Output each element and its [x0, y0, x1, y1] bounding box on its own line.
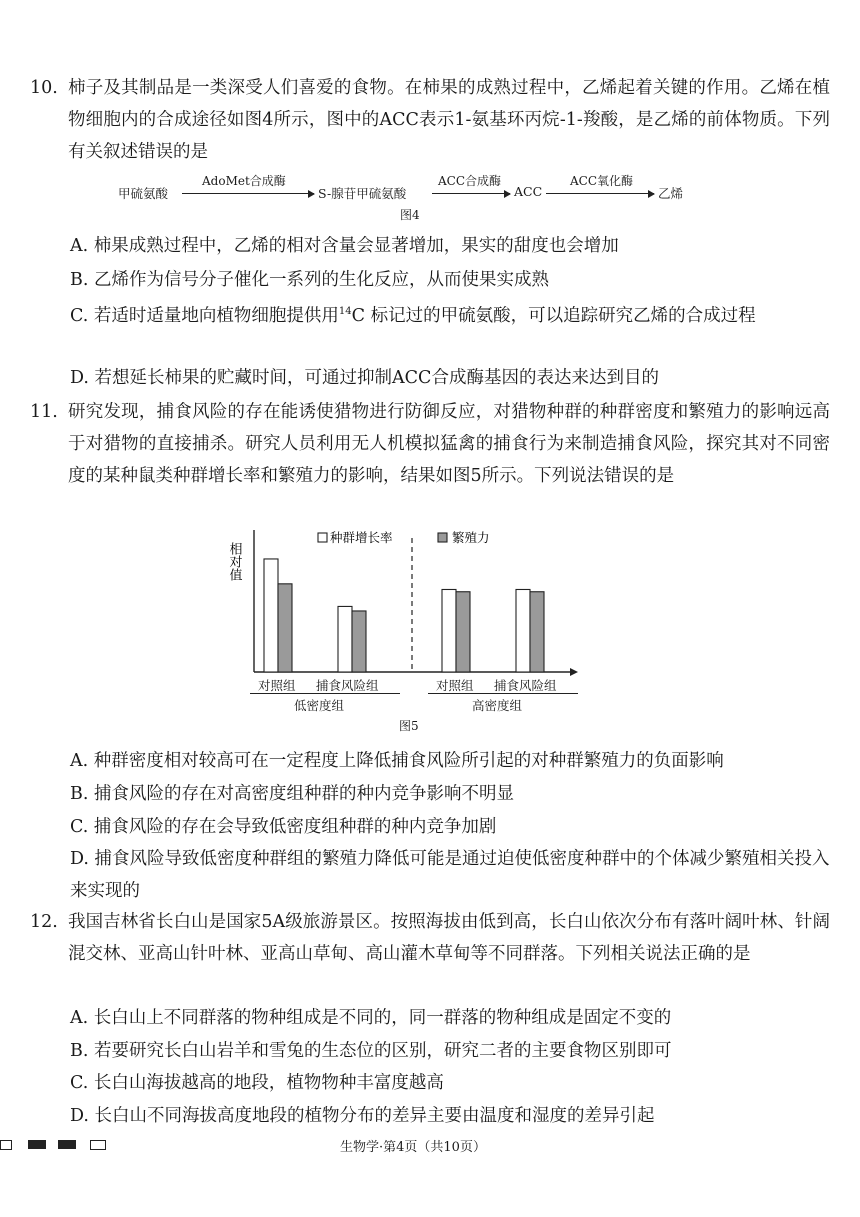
- pathway-node-ethylene: 乙烯: [658, 186, 684, 201]
- figure-caption: 图4: [400, 208, 420, 222]
- arrow-icon: [182, 193, 314, 194]
- group-label-high: 高密度组: [472, 698, 523, 713]
- bar-growth-2: [442, 589, 456, 672]
- group-label-low: 低密度组: [294, 698, 345, 713]
- footer-square-outline-icon: [90, 1140, 106, 1150]
- option-b: B. 捕食风险的存在对高密度组种群的种内竞争影响不明显: [70, 784, 514, 804]
- bar-fecundity-1: [352, 611, 366, 672]
- pathway-enzyme-acc-oxidase: ACC氧化酶: [570, 174, 634, 188]
- page-number: 生物学·第4页（共10页）: [340, 1140, 486, 1155]
- question-number: 10.: [30, 78, 58, 98]
- option-c-text-pre: C. 若适时适量地向植物细胞提供用: [70, 305, 339, 326]
- chart-x-labels: [250, 676, 630, 716]
- x-tick-label: 对照组: [436, 678, 474, 693]
- x-axis-arrow-icon: [570, 668, 578, 676]
- legend-swatch-growth: [318, 533, 327, 542]
- bar-growth-1: [338, 606, 352, 672]
- option-a: A. 柿果成熟过程中，乙烯的相对含量会显著增加，果实的甜度也会增加: [70, 236, 619, 256]
- question-stem: 研究发现，捕食风险的存在能诱使猎物进行防御反应，对猎物种群的种群密度和繁殖力的影响远高于对猎物的直接捕杀。研究人员利用无人机模拟猛禽的捕食行为来制造捕食风险，探究其对不同密度的某种鼠类种群增长率和繁殖力的影响，结果如图5所示。下列说法错误的是: [68, 402, 830, 486]
- question-11: [30, 396, 830, 492]
- page-footer: [0, 1135, 860, 1159]
- question-stem: 柿子及其制品是一类深受人们喜爱的食物。在柿果的成熟过程中，乙烯起着关键的作用。乙烯在植物细胞内的合成途径如图4所示，图中的ACC表示1-氨基环丙烷-1-羧酸，是乙烯的前体物质。下列有关叙述错误的是: [68, 78, 830, 162]
- legend-swatch-fecundity: [438, 533, 447, 542]
- arrow-icon: [432, 193, 510, 194]
- question-number: 12.: [30, 912, 58, 932]
- bar-fecundity-3: [530, 592, 544, 672]
- bar-fecundity-0: [278, 584, 292, 672]
- option-c-text-post: C 标记过的甲硫氨酸，可以追踪研究乙烯的合成过程: [351, 305, 756, 326]
- option-d: D. 长白山不同海拔高度地段的植物分布的差异主要由温度和湿度的差异引起: [70, 1106, 655, 1126]
- option-a: A. 种群密度相对较高可在一定程度上降低捕食风险所引起的对种群繁殖力的负面影响: [70, 751, 724, 771]
- group-underline: [250, 693, 400, 694]
- pathway-node-methionine: 甲硫氨酸: [118, 186, 169, 201]
- x-tick-label: 对照组: [258, 678, 296, 693]
- option-d: D. 若想延长柿果的贮藏时间，可通过抑制ACC合成酶基因的表达来达到目的: [70, 368, 659, 388]
- footer-square-filled-icon: [28, 1140, 46, 1149]
- isotope-mass-number: 14: [338, 306, 352, 317]
- group-underline: [428, 693, 578, 694]
- pathway-enzyme-acc-synthase: ACC合成酶: [438, 174, 502, 188]
- x-tick-label: 捕食风险组: [494, 678, 557, 693]
- legend-label-fecundity: 繁殖力: [452, 530, 490, 545]
- arrow-icon: [546, 193, 654, 194]
- pathway-node-sam: S-腺苷甲硫氨酸: [318, 186, 407, 201]
- x-tick-label: 捕食风险组: [316, 678, 379, 693]
- option-b: B. 若要研究长白山岩羊和雪兔的生态位的区别，研究二者的主要食物区别即可: [70, 1041, 672, 1061]
- option-c: C. 长白山海拔越高的地段，植物物种丰富度越高: [70, 1073, 444, 1093]
- footer-square-outline-icon: [0, 1140, 12, 1150]
- option-b: B. 乙烯作为信号分子催化一系列的生化反应，从而使果实成熟: [70, 270, 549, 290]
- figure-caption: 图5: [399, 719, 419, 733]
- bar-fecundity-2: [456, 592, 470, 672]
- question-number: 11.: [30, 402, 58, 422]
- option-a: A. 长白山上不同群落的物种组成是不同的，同一群落的物种组成是固定不变的: [70, 1008, 672, 1028]
- option-c: [70, 296, 825, 332]
- legend-label-growth: 种群增长率: [330, 530, 393, 545]
- question-stem: 我国吉林省长白山是国家5A级旅游景区。按照海拔由低到高，长白山依次分布有落叶阔叶林、针阔混交林、亚高山针叶林、亚高山草甸、高山灌木草甸等不同群落。下列相关说法正确的是: [68, 912, 830, 964]
- option-c: C. 捕食风险的存在会导致低密度组种群的种内竞争加剧: [70, 817, 497, 837]
- question-10: [30, 72, 830, 168]
- pathway-node-acc: ACC: [514, 184, 543, 199]
- footer-square-filled-icon: [58, 1140, 76, 1149]
- pathway-enzyme-adomet: AdoMet合成酶: [202, 174, 286, 188]
- option-d: D. 捕食风险导致低密度种群组的繁殖力降低可能是通过迫使低密度种群中的个体减少繁殖相关投入来实现的: [70, 849, 830, 901]
- bar-growth-3: [516, 589, 530, 672]
- bars-group: [264, 559, 544, 672]
- question-12: [30, 906, 830, 970]
- bar-growth-0: [264, 559, 278, 672]
- y-axis-label: 相对值: [226, 542, 242, 581]
